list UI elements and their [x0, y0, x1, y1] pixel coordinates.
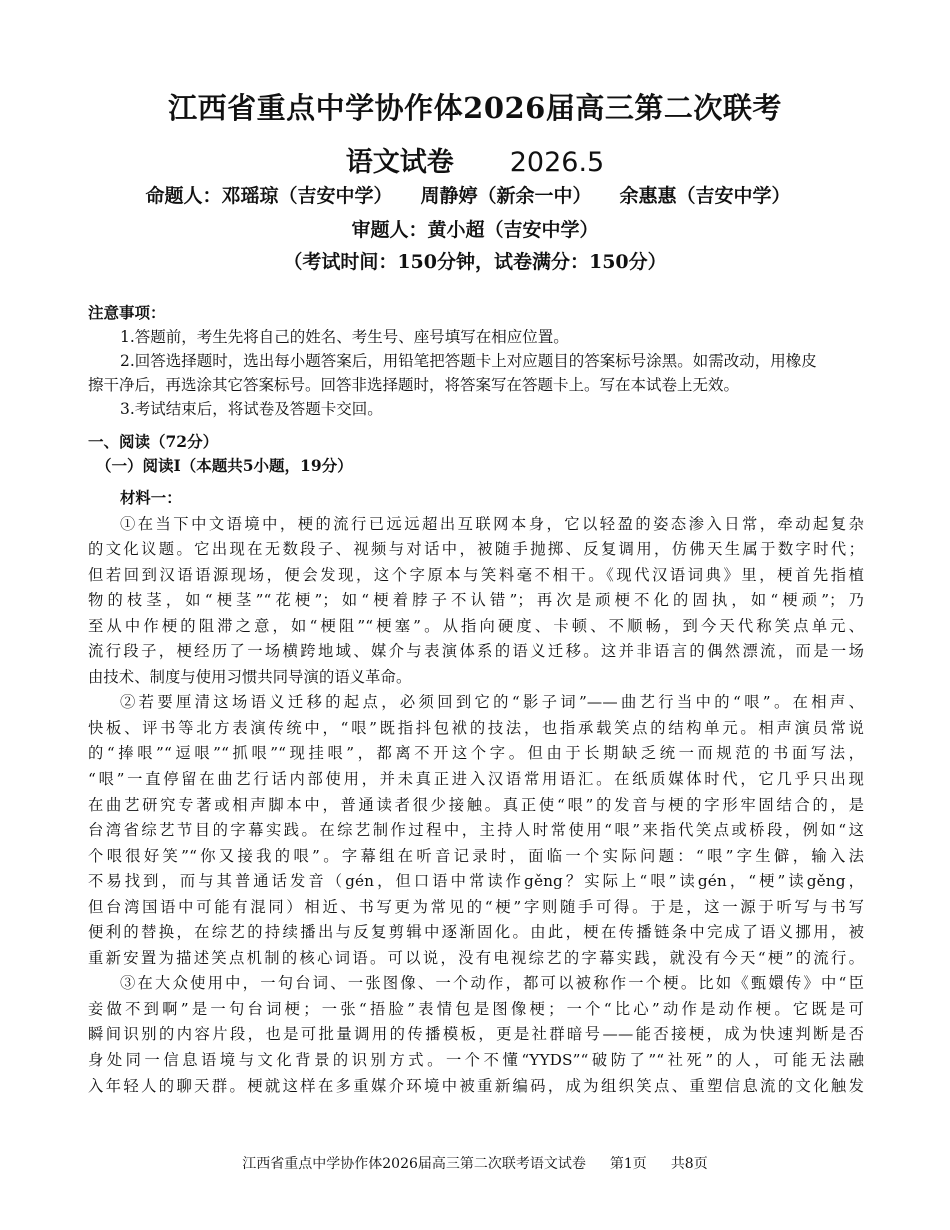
setter-1: 邓瑶琼（吉安中学） — [221, 185, 393, 207]
paragraph-line: 便利的替换，在综艺的持续播出与反复剪辑中逐渐固化。由此，梗在传播链条中完成了语义挪用，被 — [88, 923, 864, 942]
footer-page-number: 第1页 — [609, 1156, 647, 1172]
paragraph-line: 在曲艺研究专著或相声脚本中，普通读者很少接触。真正使“哏”的发音与梗的字形牢固结合的，是 — [88, 795, 864, 814]
paragraph-line: 瞬间识别的内容片段，也是可批量调用的传播模板，更是社群暗号——能否接梗，成为快速判断是否 — [88, 1025, 864, 1044]
notes-block — [88, 301, 864, 421]
paragraph-line: ②若要厘清这场语义迁移的起点，必须回到它的“影子词”——曲艺行当中的“哏”。在相声、 — [120, 693, 864, 712]
sub-section-heading: （一）阅读Ⅰ（本题共5小题，19分） — [96, 456, 353, 475]
paragraph-line: 入年轻人的聊天群。梗就这样在多重媒介环境中被重新编码，成为组织笑点、重塑信息流的文化触发 — [88, 1076, 864, 1095]
paragraph-line: 物的枝茎，如“梗茎”“花梗”；如“梗着脖子不认错”；再次是顽梗不化的固执，如“梗顽”；乃 — [88, 591, 864, 610]
note-line: 2.回答选择题时，选出每小题答案后，用铅笔把答题卡上对应题目的答案标号涂黑。如需改动，用橡皮 — [120, 352, 817, 370]
paragraph-line: 但若回到汉语语源现场，便会发现，这个字原本与笑料毫不相干。《现代汉语词典》里，梗首先指植 — [88, 565, 864, 584]
note-line: 擦干净后，再选涂其它答案标号。回答非选择题时，将答案写在答题卡上。写在本试卷上无效。 — [88, 376, 740, 394]
setters-line — [0, 181, 950, 208]
paragraph-line: 个哏很好笑”“你又接我的哏”。字幕组在听音记录时，面临一个实际问题：“哏”字生僻，输入法 — [88, 846, 864, 865]
paragraph-line: 流行段子，梗经历了一场横跨地域、媒介与表演体系的语义迁移。这并非语言的偶然漂流，而是一场 — [88, 642, 864, 661]
note-line: 1.答题前，考生先将自己的姓名、考生号、座号填写在相应位置。 — [120, 328, 569, 346]
footer-exam-name: 江西省重点中学协作体2026届高三第二次联考语文试卷 — [242, 1156, 586, 1172]
setter-2: 周静婷（新余一中） — [420, 185, 592, 207]
notes-heading: 注意事项： — [88, 303, 166, 322]
paragraph-line: 快板、评书等北方表演传统中，“哏”既指抖包袱的技法，也指承载笑点的结构单元。相声演员常说 — [88, 718, 864, 737]
paragraph-line: 但台湾国语中可能有混同）相近、书写更为常见的“梗”字则随手可得。于是，这一源于听写与书写 — [88, 897, 864, 916]
setters-label: 命题人： — [145, 185, 222, 207]
paragraph-line: 的文化议题。它出现在无数段子、视频与对话中，被随手抛掷、反复调用，仿佛天生属于数字时代； — [88, 540, 864, 559]
paragraph-line: 的“捧哏”“逗哏”“抓哏”“现挂哏”，都离不开这个字。但由于长期缺乏统一而规范的书面写法， — [88, 744, 864, 763]
paragraph-line: 妾做不到啊”是一句台词梗；一张“捂脸”表情包是图像梗；一个“比心”动作是动作梗。它既是可 — [88, 999, 864, 1018]
paragraph-line: 身处同一信息语境与文化背景的识别方式。一个不懂“YYDS”“破防了”“社死”的人，可能无法融 — [88, 1051, 864, 1070]
paragraph-line: 由技术、制度与使用习惯共同导演的语义革命。 — [88, 667, 412, 686]
footer-total-pages: 共8页 — [670, 1156, 708, 1172]
paragraph-line: 至从中作梗的阻滞之意，如“梗阻”“梗塞”。从指向硬度、卡顿、不顺畅，到今天代称笑点单元、 — [88, 616, 864, 635]
paragraph-line: 不易找到，而与其普通话发音（gén，但口语中常读作gěng？实际上“哏”读gén，“梗”读gěng， — [88, 872, 864, 891]
page-footer — [0, 1153, 950, 1173]
paragraph-line: 台湾省综艺节目的字幕实践。在综艺制作过程中，主持人时常使用“哏”来指代笑点或桥段，例如“这 — [88, 821, 864, 840]
exam-subtitle — [0, 140, 950, 179]
material-label: 材料一： — [120, 489, 182, 507]
paragraph-line: 重新安置为描述笑点机制的核心词语。可以说，没有电视综艺的字幕实践，就没有今天“梗”的流行。 — [88, 948, 864, 967]
paragraph-line: “哏”一直停留在曲艺行话内部使用，并未真正进入汉语常用语汇。在纸质媒体时代，它几乎只出现 — [88, 770, 864, 789]
exam-title: 江西省重点中学协作体2026届高三第二次联考 — [168, 91, 782, 125]
section-block — [88, 430, 864, 478]
setter-3: 余惠惠（吉安中学） — [619, 185, 791, 207]
section-heading: 一、阅读（72分） — [88, 432, 219, 451]
paragraph-line: ①在当下中文语境中，梗的流行已远远超出互联网本身，它以轻盈的姿态渗入日常，牵动起复杂 — [120, 514, 864, 533]
material-one — [88, 486, 864, 1099]
reviewer-line: 审题人：黄小超（吉安中学） — [351, 219, 599, 241]
subject-label: 语文试卷 — [345, 147, 454, 178]
note-line: 3.考试结束后，将试卷及答题卡交回。 — [120, 400, 383, 418]
exam-info: （考试时间：150分钟，试卷满分：150分） — [283, 251, 667, 273]
exam-date: 2026.5 — [509, 147, 605, 178]
paragraph-line: ③在大众使用中，一句台词、一张图像、一个动作，都可以被称作一个梗。比如《甄嬛传》中“臣 — [120, 974, 864, 993]
